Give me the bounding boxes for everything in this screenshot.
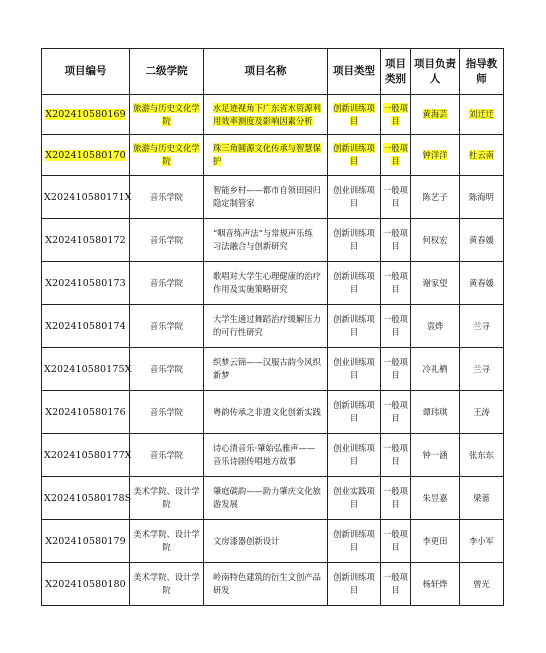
header-project-type: 项目类型 xyxy=(328,49,381,95)
cell-project-name xyxy=(204,348,328,391)
cell-college xyxy=(130,563,204,606)
cell-project-leader xyxy=(411,135,460,176)
cell-advisor xyxy=(460,434,504,477)
cell-project-name xyxy=(204,262,328,305)
cell-project-category xyxy=(381,305,411,348)
cell-project-name-text: 大学生通过舞蹈治疗缓解压力的可行性研究 xyxy=(213,314,321,337)
table-row xyxy=(42,348,504,391)
cell-project-category-text: 一般项目 xyxy=(383,185,408,208)
cell-college xyxy=(130,520,204,563)
cell-advisor xyxy=(460,520,504,563)
cell-project-category-text: 一般项目 xyxy=(383,143,408,166)
cell-project-id-text: X202410580180 xyxy=(45,578,126,590)
cell-project-name-text: “咽音练声法”与常规声乐练习法融合与创新研究 xyxy=(213,228,313,251)
cell-project-type-text: 创新训练项目 xyxy=(333,572,375,595)
cell-project-name xyxy=(204,135,328,176)
cell-project-id-text: X202410580178S xyxy=(44,492,132,504)
cell-advisor xyxy=(460,135,504,176)
cell-project-type-text: 创业实践项目 xyxy=(333,486,375,509)
cell-project-type-text: 创新训练项目 xyxy=(333,400,375,423)
cell-college-text: 音乐学院 xyxy=(149,320,184,331)
cell-project-id-text: X202410580169 xyxy=(45,109,126,120)
cell-college xyxy=(130,305,204,348)
cell-project-leader-text: 黄海芸 xyxy=(422,109,448,119)
cell-project-id-text: X202410580174 xyxy=(45,320,126,332)
table-row xyxy=(42,434,504,477)
cell-project-category xyxy=(381,563,411,606)
cell-project-leader xyxy=(411,176,460,219)
cell-project-id xyxy=(42,135,130,176)
table-row xyxy=(42,305,504,348)
cell-advisor xyxy=(460,348,504,391)
table-row xyxy=(42,520,504,563)
cell-advisor-text: 陈海明 xyxy=(469,191,494,202)
cell-project-leader xyxy=(411,348,460,391)
cell-college xyxy=(130,95,204,135)
cell-project-type xyxy=(328,434,381,477)
cell-project-category xyxy=(381,219,411,262)
cell-project-leader-text: 钟洋洋 xyxy=(422,149,448,160)
cell-advisor-text: 黄春媛 xyxy=(469,234,494,245)
cell-college-text: 美术学院、设计学院 xyxy=(133,572,200,595)
cell-project-leader-text: 李更田 xyxy=(422,535,448,546)
project-table xyxy=(41,48,504,606)
cell-advisor-text: 李小军 xyxy=(469,535,494,546)
cell-project-category-text: 一般项目 xyxy=(383,357,408,380)
cell-project-leader xyxy=(411,520,460,563)
cell-project-name xyxy=(204,219,328,262)
cell-project-id xyxy=(42,95,130,135)
cell-project-name-text: 珠三角圆源文化传承与智慧保护 xyxy=(213,143,321,166)
cell-project-name xyxy=(204,477,328,520)
cell-project-category-text: 一般项目 xyxy=(383,400,408,423)
cell-project-leader-text: 谢家望 xyxy=(422,277,448,288)
cell-advisor-text: 黄春媛 xyxy=(469,277,494,288)
cell-project-category-text: 一般项目 xyxy=(383,271,408,294)
cell-college xyxy=(130,391,204,434)
cell-project-id-text: X202410580171X xyxy=(44,191,132,203)
cell-project-category xyxy=(381,176,411,219)
cell-project-type xyxy=(328,219,381,262)
cell-advisor-text: 张东东 xyxy=(469,449,494,460)
cell-college-text: 音乐学院 xyxy=(149,277,184,288)
cell-project-leader xyxy=(411,563,460,606)
cell-project-type-text: 创业训练项目 xyxy=(333,357,375,380)
cell-project-leader xyxy=(411,305,460,348)
cell-advisor-text: 兰寻 xyxy=(473,320,490,331)
cell-project-category xyxy=(381,434,411,477)
cell-college-text: 旅游与历史文化学院 xyxy=(133,143,200,166)
cell-project-type xyxy=(328,305,381,348)
cell-project-type xyxy=(328,348,381,391)
table-row xyxy=(42,477,504,520)
cell-advisor xyxy=(460,176,504,219)
cell-project-leader-text: 钟一涵 xyxy=(422,449,448,460)
header-college: 二级学院 xyxy=(130,49,204,95)
cell-project-id-text: X202410580175X xyxy=(44,363,132,375)
header-project-leader: 项目负责人 xyxy=(411,49,460,95)
cell-project-leader xyxy=(411,219,460,262)
cell-project-category xyxy=(381,477,411,520)
cell-college xyxy=(130,262,204,305)
cell-advisor xyxy=(460,305,504,348)
cell-college xyxy=(130,348,204,391)
cell-project-name-text: 岭南特色建筑的衍生文创产品研发 xyxy=(213,572,321,595)
cell-project-category-text: 一般项目 xyxy=(383,572,408,595)
cell-advisor xyxy=(460,95,504,135)
table-row xyxy=(42,262,504,305)
cell-project-id xyxy=(42,520,130,563)
cell-project-name-text: 粤韵传承之非遗文化创新实践 xyxy=(213,406,321,417)
cell-project-leader-text: 冷礼栖 xyxy=(422,363,448,374)
cell-college-text: 音乐学院 xyxy=(149,363,184,374)
cell-project-name xyxy=(204,305,328,348)
cell-project-type xyxy=(328,477,381,520)
cell-project-id-text: X202410580176 xyxy=(45,406,126,418)
cell-project-id-text: X202410580177X xyxy=(44,449,132,461)
cell-college-text: 美术学院、设计学院 xyxy=(133,486,200,509)
cell-project-leader-text: 袁烨 xyxy=(426,320,444,331)
cell-project-name-text: 诗心清音乐·肇始弘雅声——音乐诗剧传唱地方故事 xyxy=(213,443,316,466)
cell-project-id-text: X202410580179 xyxy=(45,535,126,547)
cell-college xyxy=(130,135,204,176)
cell-project-name xyxy=(204,520,328,563)
cell-project-name-text: 智能乡村——都市自领田园归隐定制管家 xyxy=(213,185,321,208)
cell-project-id-text: X202410580172 xyxy=(45,234,126,246)
table-row xyxy=(42,219,504,262)
cell-project-type xyxy=(328,262,381,305)
cell-project-category xyxy=(381,135,411,176)
table-row xyxy=(42,176,504,219)
cell-project-category-text: 一般项目 xyxy=(383,314,408,337)
cell-project-leader xyxy=(411,262,460,305)
cell-college xyxy=(130,477,204,520)
cell-project-leader-text: 陈艺子 xyxy=(422,191,448,202)
cell-advisor-text: 梁蔷 xyxy=(473,492,490,503)
cell-project-category-text: 一般项目 xyxy=(383,443,408,466)
cell-project-category xyxy=(381,520,411,563)
cell-project-category xyxy=(381,95,411,135)
cell-project-name xyxy=(204,563,328,606)
cell-advisor xyxy=(460,219,504,262)
cell-project-type xyxy=(328,520,381,563)
header-advisor: 指导教师 xyxy=(460,49,504,95)
cell-project-category xyxy=(381,391,411,434)
cell-advisor-text: 王涛 xyxy=(473,406,490,417)
cell-college-text: 音乐学院 xyxy=(149,406,184,417)
cell-project-name-text: 歌唱对大学生心理健康的治疗作用及实施策略研究 xyxy=(213,271,321,294)
cell-advisor xyxy=(460,262,504,305)
cell-college xyxy=(130,176,204,219)
cell-project-leader xyxy=(411,95,460,135)
cell-project-id xyxy=(42,477,130,520)
cell-advisor xyxy=(460,391,504,434)
table-row xyxy=(42,563,504,606)
cell-project-name xyxy=(204,95,328,135)
header-project-category: 项目类别 xyxy=(381,49,411,95)
cell-project-type-text: 创新训练项目 xyxy=(333,102,375,126)
cell-project-leader xyxy=(411,434,460,477)
cell-project-type xyxy=(328,391,381,434)
cell-advisor-text: 杜云南 xyxy=(469,149,494,160)
cell-project-category-text: 一般项目 xyxy=(383,486,408,509)
cell-project-type-text: 创新训练项目 xyxy=(333,529,375,552)
header-project-name: 项目名称 xyxy=(204,49,328,95)
cell-project-id-text: X202410580173 xyxy=(45,277,126,289)
cell-project-leader xyxy=(411,477,460,520)
cell-project-leader-text: 杨轩烨 xyxy=(422,578,448,589)
cell-project-id xyxy=(42,563,130,606)
cell-project-type-text: 创新训练项目 xyxy=(333,228,375,251)
cell-project-name-text: 织梦云锦——汉服古韵今风织新梦 xyxy=(213,357,321,380)
cell-project-name-text: 文房漆器创新设计 xyxy=(213,535,280,546)
cell-project-category-text: 一般项目 xyxy=(383,228,408,251)
cell-project-id xyxy=(42,434,130,477)
header-project-id: 项目编号 xyxy=(42,49,130,95)
cell-project-category-text: 一般项目 xyxy=(383,102,408,126)
table-row xyxy=(42,391,504,434)
cell-college-text: 音乐学院 xyxy=(149,191,184,202)
cell-project-id xyxy=(42,391,130,434)
cell-project-id xyxy=(42,262,130,305)
cell-college-text: 旅游与历史文化学院 xyxy=(133,102,200,126)
cell-project-type-text: 创新训练项目 xyxy=(333,314,375,337)
cell-project-type xyxy=(328,95,381,135)
cell-project-type-text: 创业训练项目 xyxy=(333,185,375,208)
cell-college xyxy=(130,219,204,262)
cell-project-type-text: 创业训练项目 xyxy=(333,443,375,466)
cell-project-category xyxy=(381,348,411,391)
cell-project-name-text: 肇庭碳韵——助力肇庆文化旅游发展 xyxy=(213,486,321,509)
cell-advisor-text: 兰寻 xyxy=(473,363,490,374)
cell-college-text: 美术学院、设计学院 xyxy=(133,529,200,552)
cell-project-leader-text: 谭玮琪 xyxy=(422,406,448,417)
cell-project-type xyxy=(328,176,381,219)
cell-project-id xyxy=(42,305,130,348)
cell-project-type xyxy=(328,563,381,606)
cell-project-type-text: 创新训练项目 xyxy=(333,271,375,294)
cell-advisor-text: 刘迁迁 xyxy=(469,109,494,119)
cell-project-name xyxy=(204,391,328,434)
cell-college-text: 音乐学院 xyxy=(149,449,184,460)
cell-project-id xyxy=(42,219,130,262)
cell-project-name-text: 水足迹视角下广东省水资源利用效率测度及影响因素分析 xyxy=(213,102,321,126)
cell-project-leader-text: 朱昱嘉 xyxy=(422,492,448,503)
cell-project-id-text: X202410580170 xyxy=(45,149,126,161)
table-row xyxy=(42,135,504,176)
cell-project-type xyxy=(328,135,381,176)
cell-project-name xyxy=(204,176,328,219)
cell-project-id xyxy=(42,348,130,391)
cell-project-type-text: 创新训练项目 xyxy=(333,143,375,166)
cell-project-leader-text: 何权宏 xyxy=(422,234,448,245)
cell-project-leader xyxy=(411,391,460,434)
cell-project-category-text: 一般项目 xyxy=(383,529,408,552)
cell-college xyxy=(130,434,204,477)
header-row xyxy=(42,49,504,95)
cell-college-text: 音乐学院 xyxy=(149,234,184,245)
table-row xyxy=(42,95,504,135)
cell-advisor-text: 曾光 xyxy=(473,578,490,589)
cell-advisor xyxy=(460,477,504,520)
cell-project-name xyxy=(204,434,328,477)
cell-project-category xyxy=(381,262,411,305)
cell-project-id xyxy=(42,176,130,219)
cell-advisor xyxy=(460,563,504,606)
